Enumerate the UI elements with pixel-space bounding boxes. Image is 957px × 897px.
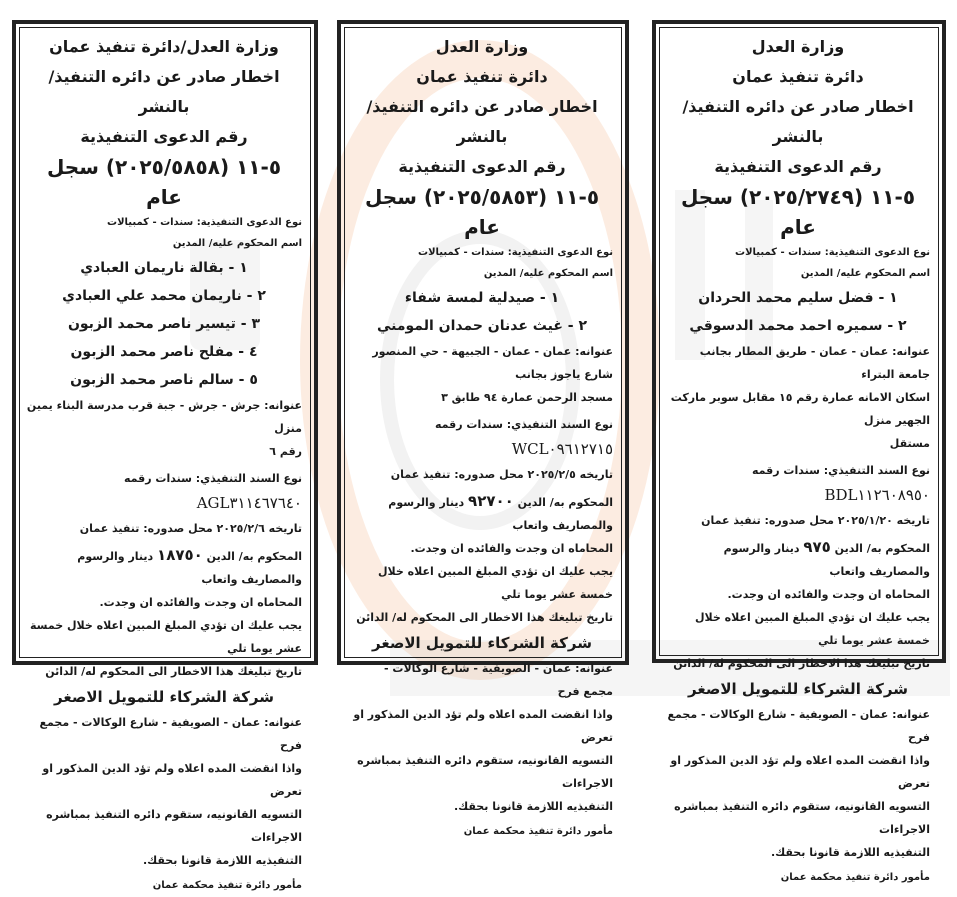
instrument-number: AGL٣١١٤٦٧٦٤٠ <box>196 494 302 512</box>
judgment-line-2: المحاماه ان وجدت والفائده ان وجدت. <box>410 542 613 555</box>
creditor-address: عنوانه: عمان - الصويفية - شارع الوكالات - مجمع فرح <box>39 716 302 752</box>
instrument-number: BDL١١٢٦٠٨٩٥٠ <box>824 486 930 504</box>
notice-header-line: اخطار صادر عن دائره التنفيذ/ بالنشر <box>48 67 280 116</box>
instrument-line <box>26 467 302 517</box>
creditor-name: شركة الشركاء للتمويل الاصغر <box>372 634 592 652</box>
instrument-label: نوع السند التنفيذي: سندات رقمه <box>752 464 930 477</box>
debtor-name: ٤ - مفلح ناصر محمد الزبون <box>70 344 258 360</box>
legal-notice <box>12 20 318 891</box>
debtor-address-line: مسجد الرحمن عمارة ٩٤ طابق ٣ <box>441 391 613 404</box>
case-number: ٥-١١ (٢٠٢٥/٥٨٥٣) سجل عام <box>364 185 600 239</box>
notice-header-line: رقم الدعوى التنفيذية <box>714 157 882 176</box>
legal-notice <box>652 20 946 883</box>
notice-header-line: وزارة العدل <box>435 37 529 56</box>
notice-header-line: اخطار صادر عن دائره التنفيذ/ بالنشر <box>682 97 914 146</box>
instrument-label: نوع السند التنفيذي: سندات رقمه <box>435 418 613 431</box>
notice-header-line: اخطار صادر عن دائره التنفيذ/ بالنشر <box>366 97 598 146</box>
instrument-date: تاريخه ٢٠٢٥/٢/٥ محل صدوره: تنفيذ عمان <box>390 468 613 481</box>
warning-line: تاريخ تبليغك هذا الاخطار الى المحكوم له/ الدائن <box>356 611 613 624</box>
debtor-address-line: مستقل <box>889 437 930 450</box>
case-number: ٥-١١ (٢٠٢٥/٢٧٤٩) سجل عام <box>680 185 916 239</box>
judgment-line-2: المحاماه ان وجدت والفائده ان وجدت. <box>727 588 930 601</box>
judgment-line <box>26 544 302 591</box>
debtor-label: اسم المحكوم عليه/ المدين <box>800 268 930 279</box>
debtor-name: ١ - فضل سليم محمد الحردان <box>698 290 898 306</box>
warning-line: يجب عليك ان تؤدي المبلغ المبين اعلاه خلال خمسة عشر يوما تلي <box>29 619 302 655</box>
instrument-date: تاريخه ٢٠٢٥/١/٢٠ محل صدوره: تنفيذ عمان <box>701 514 930 527</box>
warning-line: يجب عليك ان تؤدي المبلغ المبين اعلاه خلال خمسة عشر يوما تلي <box>377 565 613 601</box>
debtor-label: اسم المحكوم عليه/ المدين <box>172 238 302 249</box>
creditor-address: عنوانه: عمان - الصويفية - شارع الوكالات - مجمع فرح <box>384 662 613 698</box>
legal-text-line: التنفيذيه اللازمة قانونا بحقك. <box>142 854 302 867</box>
judgment-amount: ١٨٧٥٠ <box>157 546 203 564</box>
notice-header-line: دائرة تنفيذ عمان <box>416 67 548 86</box>
judgment-suffix: دينار والرسوم والمصاريف واتعاب <box>723 542 930 578</box>
legal-text-line: التسويه القانونيه، ستقوم دائره التنفيذ بمباشره الاجراءات <box>674 800 930 836</box>
warning-line: يجب عليك ان تؤدي المبلغ المبين اعلاه خلال خمسة عشر يوما تلي <box>694 611 930 647</box>
case-type: نوع الدعوى التنفيذية: سندات - كمبيالات <box>735 247 930 258</box>
judgment-prefix: المحكوم به/ الدين <box>517 496 613 509</box>
warning-line: تاريخ تبليغك هذا الاخطار الى المحكوم له/ الدائن <box>45 665 302 678</box>
debtor-name: ٢ - سميره احمد محمد الدسوقي <box>689 318 907 334</box>
debtor-name: ١ - بقالة ناريمان العبادي <box>80 260 248 276</box>
judgment-amount: ٩٧٥ <box>803 538 831 556</box>
debtor-address-line: عنوانه: عمان - عمان - الجبيهة - حي المنصور شارع ياجوز بجانب <box>372 345 613 381</box>
notice-header-line: وزارة العدل <box>751 37 845 56</box>
judgment-suffix: دينار والرسوم والمصاريف واتعاب <box>77 550 302 586</box>
creditor-name: شركة الشركاء للتمويل الاصغر <box>688 680 908 698</box>
debtor-name: ٢ - ناريمان محمد علي العبادي <box>62 288 266 304</box>
judgment-suffix: دينار والرسوم والمصاريف واتعاب <box>388 496 613 532</box>
legal-text-line: التسويه القانونيه، ستقوم دائره التنفيذ بمباشره الاجراءات <box>357 754 613 790</box>
debtor-name: ٣ - تيسير ناصر محمد الزبون <box>67 316 261 332</box>
legal-notice <box>337 20 629 837</box>
case-type: نوع الدعوى التنفيذية: سندات - كمبيالات <box>107 217 302 228</box>
judgment-prefix: المحكوم به/ الدين <box>206 550 302 563</box>
case-type: نوع الدعوى التنفيذية: سندات - كمبيالات <box>418 247 613 258</box>
notice-header-line: وزارة العدل/دائرة تنفيذ عمان <box>49 37 279 56</box>
judgment-prefix: المحكوم به/ الدين <box>834 542 930 555</box>
legal-text-line: التسويه القانونيه، ستقوم دائره التنفيذ بمباشره الاجراءات <box>46 808 302 844</box>
judgment-line-2: المحاماه ان وجدت والفائده ان وجدت. <box>99 596 302 609</box>
legal-text-line: التنفيذيه اللازمة قانونا بحقك. <box>770 846 930 859</box>
instrument-date: تاريخه ٢٠٢٥/٢/٦ محل صدوره: تنفيذ عمان <box>79 522 302 535</box>
debtor-address-line: اسكان الامانه عمارة رقم ١٥ مقابل سوبر ماركت الجهير منزل <box>670 391 930 427</box>
signature: مأمور دائرة تنفيذ محكمة عمان <box>463 826 613 837</box>
judgment-line <box>351 490 613 537</box>
notice-header-line: رقم الدعوى التنفيذية <box>80 127 248 146</box>
debtor-name: ٥ - سالم ناصر محمد الزبون <box>70 372 258 388</box>
signature: مأمور دائرة تنفيذ محكمة عمان <box>780 872 930 883</box>
legal-text-line: واذا انقضت المده اعلاه ولم تؤد الدين المذكور او تعرض <box>353 708 613 744</box>
warning-line: تاريخ تبليغك هذا الاخطار الى المحكوم له/ الدائن <box>673 657 930 670</box>
notice-header-line: رقم الدعوى التنفيذية <box>398 157 566 176</box>
case-number: ٥-١١ (٢٠٢٥/٥٨٥٨) سجل عام <box>46 155 282 209</box>
instrument-line <box>666 459 930 509</box>
instrument-number: WCL٠٩٦١٢٧١٥ <box>511 440 613 458</box>
debtor-label: اسم المحكوم عليه/ المدين <box>483 268 613 279</box>
notice-header-line: دائرة تنفيذ عمان <box>732 67 864 86</box>
legal-text-line: واذا انقضت المده اعلاه ولم تؤد الدين المذكور او تعرض <box>670 754 930 790</box>
creditor-address: عنوانه: عمان - الصويفية - شارع الوكالات - مجمع فرح <box>667 708 930 744</box>
legal-text-line: واذا انقضت المده اعلاه ولم تؤد الدين المذكور او تعرض <box>42 762 302 798</box>
debtor-address-line: عنوانه: عمان - عمان - طريق المطار بجانب جامعة البتراء <box>699 345 930 381</box>
debtor-name: ٢ - غيث عدنان حمدان المومني <box>376 318 587 334</box>
instrument-label: نوع السند التنفيذي: سندات رقمه <box>124 472 302 485</box>
creditor-name: شركة الشركاء للتمويل الاصغر <box>54 688 274 706</box>
debtor-address-line: رقم ٦ <box>269 445 302 458</box>
signature: مأمور دائرة تنفيذ محكمة عمان <box>152 880 302 891</box>
debtor-address-line: عنوانه: جرش - جرش - جبة قرب مدرسة البناء يمين منزل <box>26 399 302 435</box>
legal-text-line: التنفيذيه اللازمة قانونا بحقك. <box>453 800 613 813</box>
debtor-name: ١ - صيدلية لمسة شفاء <box>404 290 560 306</box>
instrument-line <box>351 413 613 463</box>
judgment-amount: ٩٢٧٠٠ <box>468 492 514 510</box>
judgment-line <box>666 536 930 583</box>
